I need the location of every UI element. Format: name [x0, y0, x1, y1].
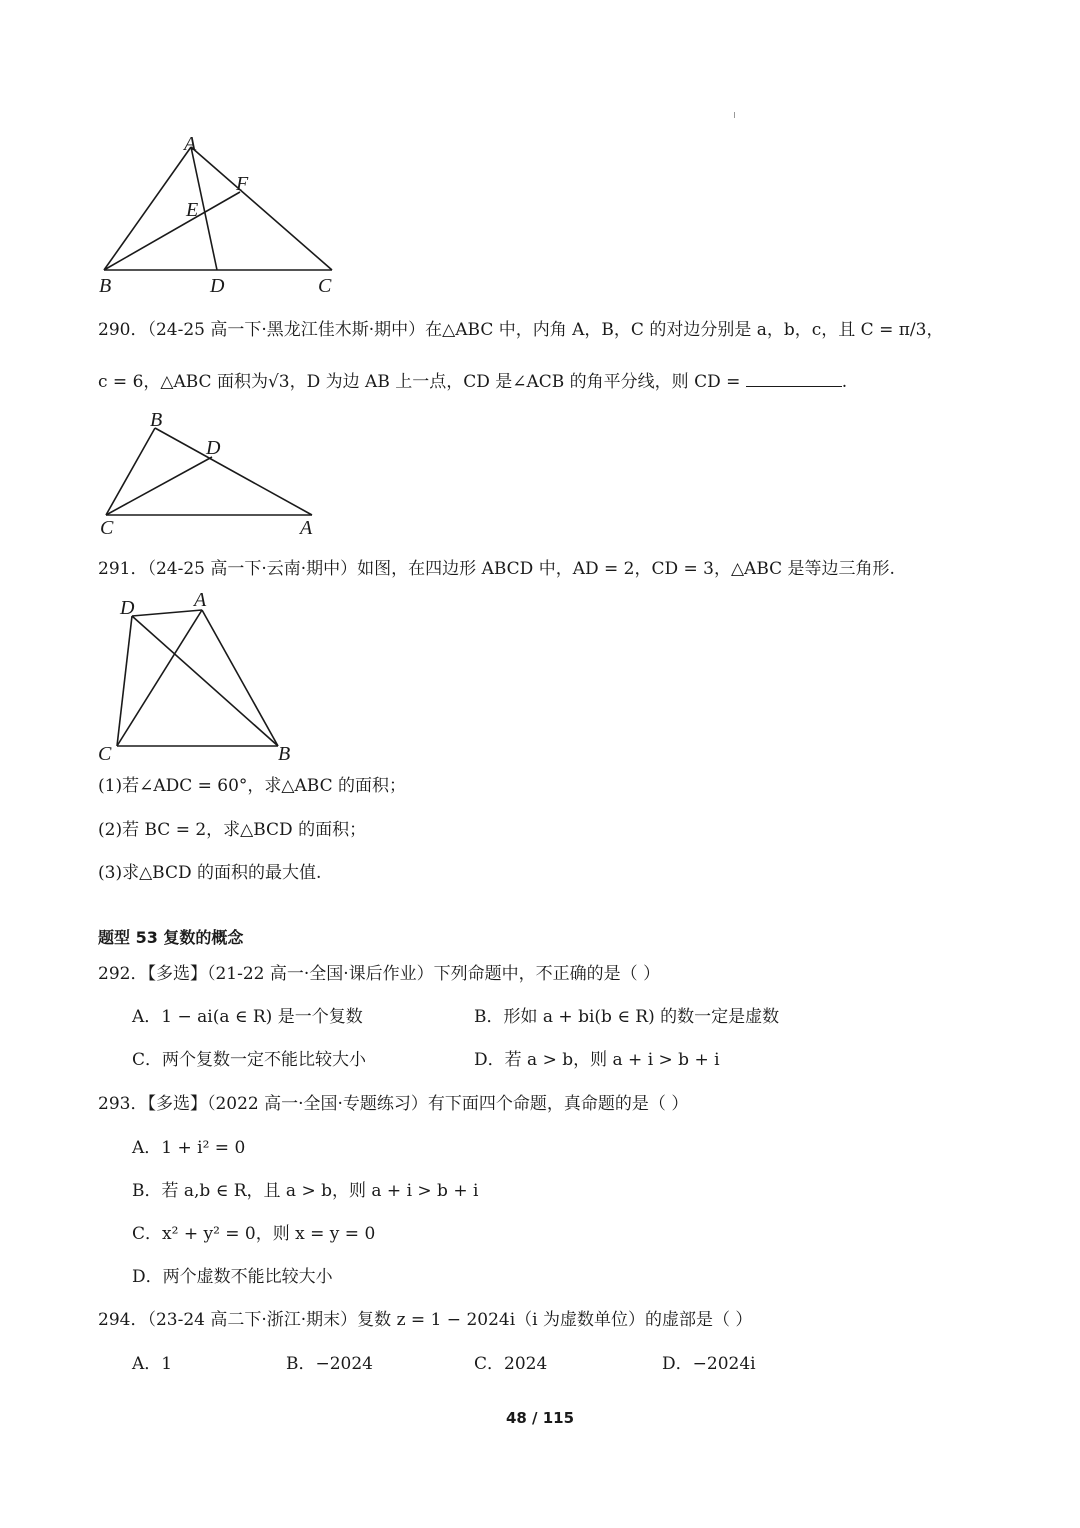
label-D: D: [210, 275, 225, 297]
q292-option-a: A．1 − ai(a ∈ R) 是一个复数: [132, 1007, 363, 1027]
triangle-figure-1: [90, 132, 350, 298]
scan-mark: [734, 112, 735, 118]
label-D: D: [206, 437, 221, 459]
label-E: E: [186, 199, 199, 221]
q291-part1: (1)若∠ADC = 60°，求△ABC 的面积；: [98, 776, 406, 796]
page-number: 48 / 115: [505, 1409, 575, 1427]
triangle-figure-2: [92, 406, 332, 538]
label-F: F: [236, 173, 249, 195]
label-A: A: [194, 590, 207, 611]
q294-option-d: D．−2024i: [662, 1354, 756, 1374]
q291-part2: (2)若 BC = 2，求△BCD 的面积；: [98, 820, 367, 840]
answer-blank: [746, 370, 842, 387]
q294-option-b: B．−2024: [286, 1354, 374, 1374]
label-B: B: [150, 409, 163, 431]
label-D: D: [120, 597, 135, 619]
q293-option-a: A．1 + i² = 0: [132, 1138, 246, 1158]
label-A: A: [300, 517, 313, 538]
q292-stem: 292．【多选】（21-22 高一·全国·课后作业）下列命题中，不正确的是（ ）: [98, 964, 661, 984]
q290-period: .: [841, 372, 848, 392]
q292-option-c: C．两个复数一定不能比较大小: [132, 1050, 367, 1070]
section-heading: 题型 53 复数的概念: [98, 928, 244, 947]
q292-option-b: B．形如 a + bi(b ∈ R) 的数一定是虚数: [474, 1007, 780, 1027]
quadrilateral-figure: [92, 590, 312, 766]
q292-option-d: D．若 a > b，则 a + i > b + i: [474, 1050, 720, 1070]
q294-stem: 294．（23-24 高二下·浙江·期末）复数 z = 1 − 2024i（i 为虚数单位）的虚部是（ ）: [98, 1310, 753, 1330]
q290-line1: 290．（24-25 高一下·黑龙江佳木斯·期中）在△ABC 中，内角 A，B，C 的对边分别是 a，b，c，且 C = π/3，: [98, 320, 944, 340]
q290-line2: [98, 370, 847, 394]
label-C: C: [100, 517, 114, 538]
q294-option-c: C．2024: [474, 1354, 548, 1374]
q293-option-b: B．若 a,b ∈ R，且 a > b，则 a + i > b + i: [132, 1181, 479, 1201]
label-A: A: [184, 133, 197, 155]
q291-stem: 291．（24-25 高一下·云南·期中）如图，在四边形 ABCD 中，AD = 2，CD = 3，△ABC 是等边三角形.: [98, 559, 895, 579]
label-B: B: [99, 275, 112, 297]
q293-option-c: C．x² + y² = 0，则 x = y = 0: [132, 1224, 376, 1244]
q293-stem: 293．【多选】（2022 高一·全国·专题练习）有下面四个命题，真命题的是（ ）: [98, 1094, 689, 1114]
label-C: C: [98, 743, 112, 765]
label-B: B: [278, 743, 291, 765]
q293-option-d: D．两个虚数不能比较大小: [132, 1267, 333, 1287]
q291-part3: (3)求△BCD 的面积的最大值.: [98, 863, 322, 883]
label-C: C: [318, 275, 332, 297]
q294-option-a: A．1: [132, 1354, 173, 1374]
q290-line2-text: c = 6，△ABC 面积为√3，D 为边 AB 上一点，CD 是∠ACB 的角平分线，则 CD =: [98, 372, 741, 392]
